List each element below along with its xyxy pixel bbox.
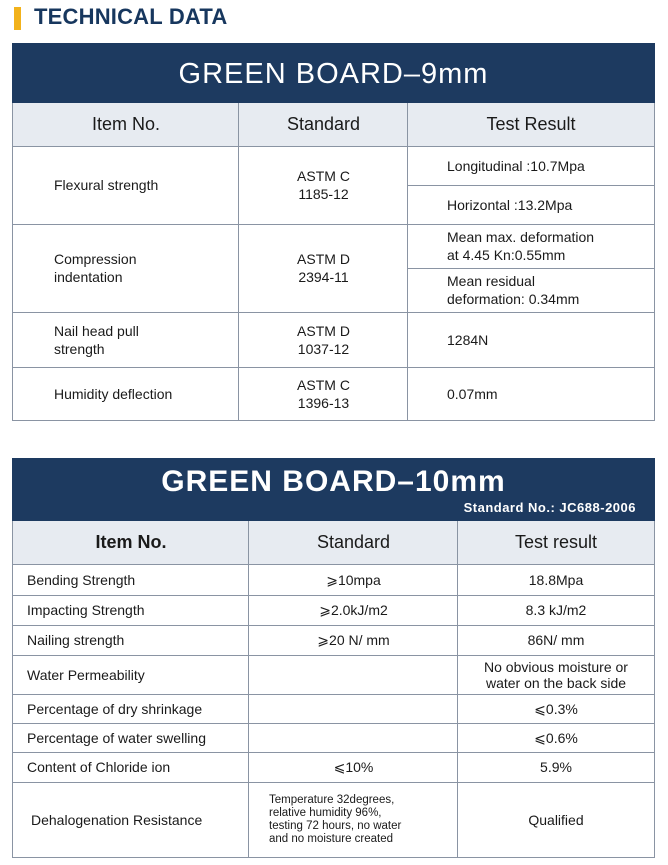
green-board-10mm-table: [12, 458, 655, 858]
row-nail-pull-item: Nail head pull strength: [54, 322, 139, 357]
row-water-permeability-standard: [249, 655, 458, 694]
row-chloride-item: Content of Chloride ion: [27, 759, 171, 775]
row-chloride-standard: ⩽10%: [333, 759, 374, 775]
table-9mm-title: GREEN BOARD–9mm: [12, 43, 655, 103]
header-item-no: Item No.: [13, 521, 249, 564]
table-10mm-body: [12, 521, 655, 858]
row-dehalogenation-item: Dehalogenation Resistance: [31, 812, 203, 828]
row-dehalogenation-result: Qualified: [528, 812, 584, 828]
standard-number: Standard No.: JC688-2006: [463, 500, 636, 515]
row-impacting-result: 8.3 kJ/m2: [525, 602, 587, 618]
row-compression-standard: ASTM D 2394-11: [297, 251, 350, 285]
table-10mm-title: GREEN BOARD–10mm: [161, 465, 506, 498]
row-bending-result: 18.8Mpa: [528, 571, 584, 588]
row-compression-result-max: Mean max. deformation at 4.45 Kn:0.55mm: [447, 229, 595, 263]
row-water-permeability-result: No obvious moisture or water on the back side: [484, 658, 628, 691]
row-dry-shrinkage-item: Percentage of dry shrinkage: [27, 700, 203, 717]
row-flexural-item: Flexural strength: [54, 177, 159, 193]
row-bending-item: Bending Strength: [27, 571, 136, 588]
header-accent-bar: [14, 7, 21, 30]
row-water-swelling-standard: [249, 723, 458, 752]
row-dry-shrinkage-standard: [249, 694, 458, 723]
table-10mm-banner: [12, 458, 655, 521]
row-impacting-item: Impacting Strength: [27, 602, 145, 618]
table-9mm-body: [12, 103, 655, 421]
header-test-result: Test result: [458, 521, 654, 564]
row-humidity-item: Humidity deflection: [54, 386, 173, 402]
row-humidity-result: 0.07mm: [447, 386, 498, 402]
row-water-permeability-item: Water Permeability: [27, 666, 145, 683]
header-test-result: Test Result: [408, 103, 654, 146]
header-standard: Standard: [239, 103, 408, 146]
row-flexural-result-longitudinal: Longitudinal :10.7Mpa: [447, 157, 585, 174]
row-nailing-result: 86N/ mm: [527, 632, 585, 648]
row-compression-result-residual: Mean residual deformation: 0.34mm: [447, 273, 580, 307]
row-flexural-standard: ASTM C 1185-12: [297, 168, 350, 202]
row-flexural-result-horizontal: Horizontal :13.2Mpa: [447, 196, 573, 213]
row-humidity-standard: ASTM C 1396-13: [297, 377, 350, 411]
header-standard: Standard: [249, 521, 458, 564]
row-nail-pull-standard: ASTM D 1037-12: [297, 322, 350, 357]
row-bending-standard: ⩾10mpa: [326, 571, 381, 588]
row-impacting-standard: ⩾2.0kJ/m2: [319, 602, 388, 618]
row-nailing-standard: ⩾20 N/ mm: [317, 632, 390, 648]
row-dry-shrinkage-result: ⩽0.3%: [534, 700, 578, 717]
row-chloride-result: 5.9%: [540, 759, 572, 775]
row-water-swelling-result: ⩽0.6%: [534, 729, 578, 746]
row-nailing-item: Nailing strength: [27, 632, 125, 648]
green-board-9mm-table: [12, 43, 655, 421]
header-item-no: Item No.: [13, 103, 239, 146]
row-nail-pull-result: 1284N: [447, 331, 489, 348]
row-water-swelling-item: Percentage of water swelling: [27, 729, 206, 746]
row-compression-item: Compression indentation: [54, 251, 137, 285]
row-dehalogenation-standard: Temperature 32degrees, relative humidity 96%, testing 72 hours, no water and no moisture created: [269, 794, 402, 845]
page-title: TECHNICAL DATA: [34, 4, 228, 29]
